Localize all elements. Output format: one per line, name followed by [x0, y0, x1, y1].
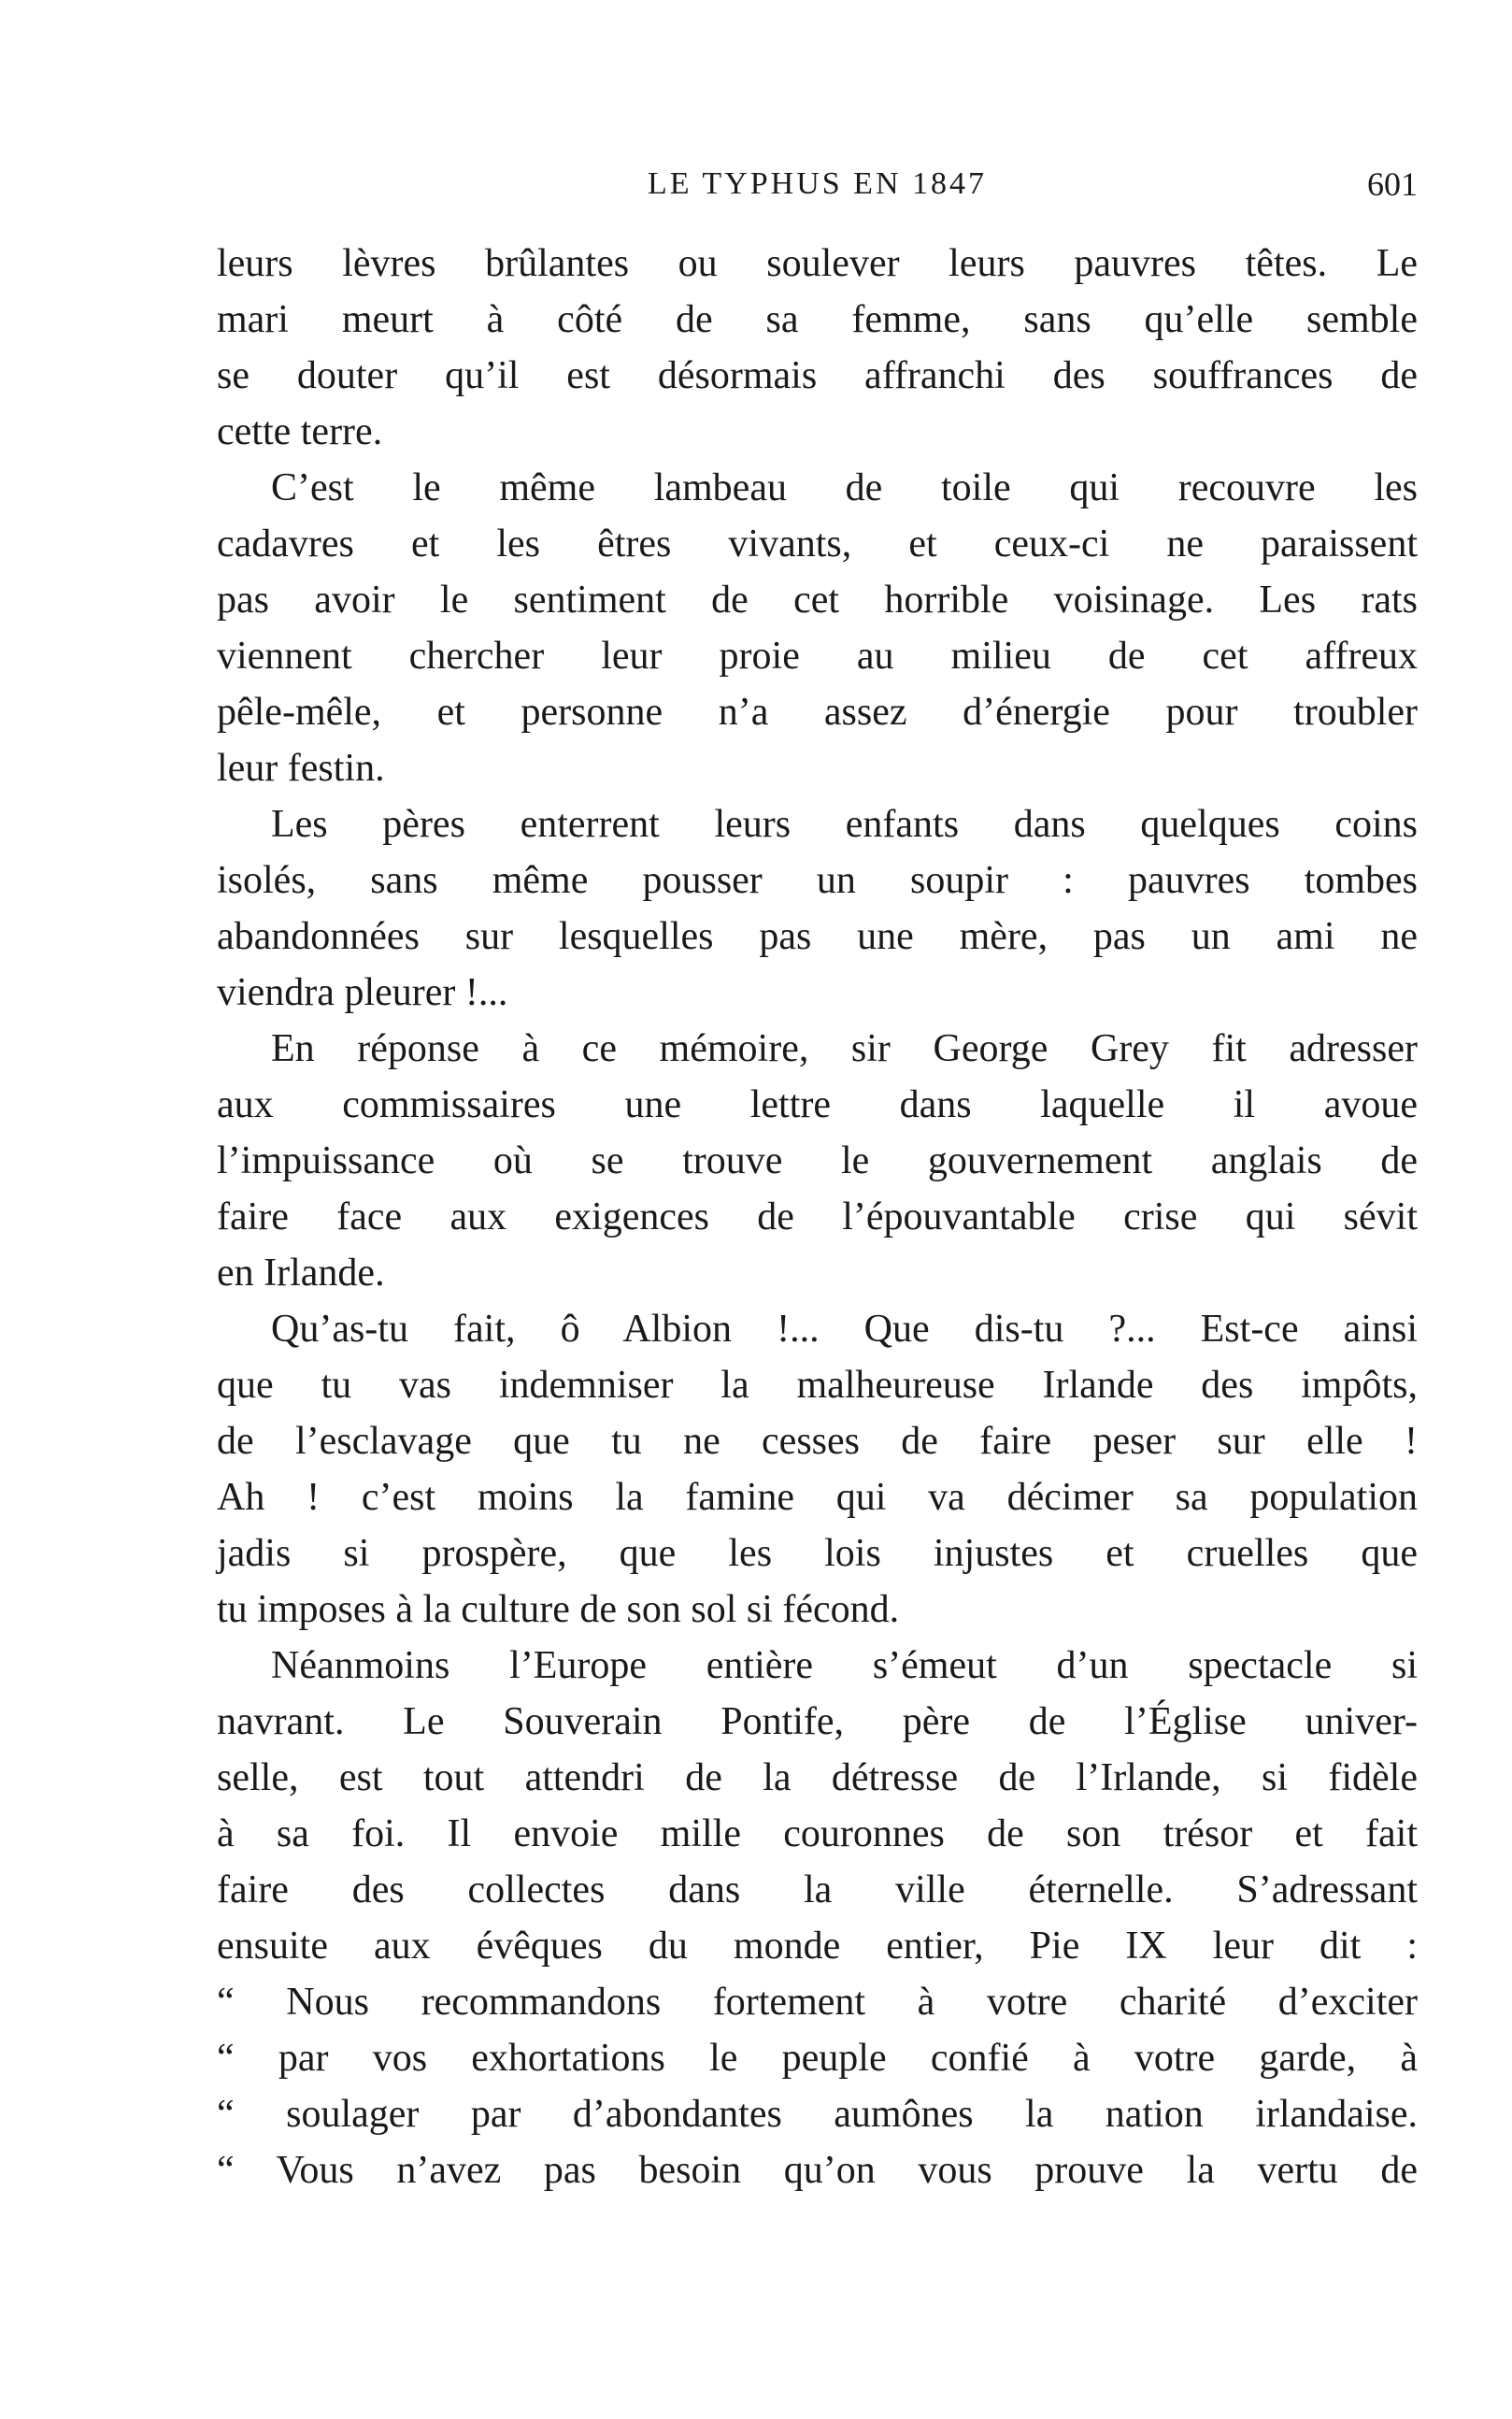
text-line: ensuite aux évêques du monde entier, Pie IX leur dit : — [217, 1925, 1418, 1968]
text-line: pêle-mêle, et personne n’a assez d’énergie pour troubler — [217, 691, 1418, 734]
text-line: cette terre. — [217, 410, 383, 453]
text-line: Les pères enterrent leurs enfants dans quelques coins — [271, 803, 1418, 846]
text-line: viennent chercher leur proie au milieu de cet affreux — [217, 635, 1418, 678]
text-line: faire des collectes dans la ville éternelle. S’adressant — [217, 1868, 1418, 1911]
text-line: que tu vas indemniser la malheureuse Irlande des impôts, — [217, 1364, 1418, 1407]
text-line: “ soulager par d’abondantes aumônes la nation irlandaise. — [217, 2093, 1418, 2136]
text-line: leurs lèvres brûlantes ou soulever leurs pauvres têtes. Le — [217, 242, 1418, 285]
text-line: abandonnées sur lesquelles pas une mère, pas un ami ne — [217, 915, 1418, 958]
running-title: LE TYPHUS EN 1847 — [648, 166, 987, 201]
text-line: En réponse à ce mémoire, sir George Grey fit adresser — [271, 1027, 1418, 1070]
text-line: viendra pleurer !... — [217, 971, 508, 1014]
text-line: “ Vous n’avez pas besoin qu’on vous prouve la vertu de — [217, 2149, 1418, 2192]
text-line: tu imposes à la culture de son sol si fécond. — [217, 1588, 900, 1631]
text-line: selle, est tout attendri de la détresse de l’Irlande, si fidèle — [217, 1756, 1418, 1799]
text-line: pas avoir le sentiment de cet horrible voisinage. Les rats — [217, 579, 1418, 622]
text-line: à sa foi. Il envoie mille couronnes de son trésor et fait — [217, 1812, 1418, 1855]
text-line: se douter qu’il est désormais affranchi des souffrances de — [217, 354, 1418, 397]
text-line: jadis si prospère, que les lois injustes et cruelles que — [217, 1532, 1418, 1575]
text-line: “ par vos exhortations le peuple confié à votre garde, à — [217, 2037, 1418, 2080]
text-line: Ah ! c’est moins la famine qui va décimer sa population — [217, 1476, 1418, 1519]
text-line: C’est le même lambeau de toile qui recouvre les — [271, 466, 1418, 509]
page-number: 601 — [1367, 165, 1418, 203]
text-line: en Irlande. — [217, 1252, 385, 1295]
text-line: isolés, sans même pousser un soupir : pauvres tombes — [217, 859, 1418, 902]
text-line: cadavres et les êtres vivants, et ceux-ci ne paraissent — [217, 522, 1418, 565]
text-line: mari meurt à côté de sa femme, sans qu’elle semble — [217, 298, 1418, 341]
text-line: aux commissaires une lettre dans laquelle il avoue — [217, 1083, 1418, 1126]
text-line: leur festin. — [217, 747, 385, 790]
text-line: Qu’as-tu fait, ô Albion !... Que dis-tu ?... Est-ce ainsi — [271, 1308, 1418, 1351]
text-line: navrant. Le Souverain Pontife, père de l’Église univer- — [217, 1700, 1418, 1743]
body-text — [217, 236, 1418, 2198]
text-line: “ Nous recommandons fortement à votre charité d’exciter — [217, 1981, 1418, 2024]
text-line: Néanmoins l’Europe entière s’émeut d’un spectacle si — [271, 1644, 1418, 1687]
running-head — [217, 161, 1418, 208]
text-line: l’impuissance où se trouve le gouvernement anglais de — [217, 1139, 1418, 1182]
text-line: de l’esclavage que tu ne cesses de faire peser sur elle ! — [217, 1420, 1418, 1463]
text-line: faire face aux exigences de l’épouvantable crise qui sévit — [217, 1195, 1418, 1238]
